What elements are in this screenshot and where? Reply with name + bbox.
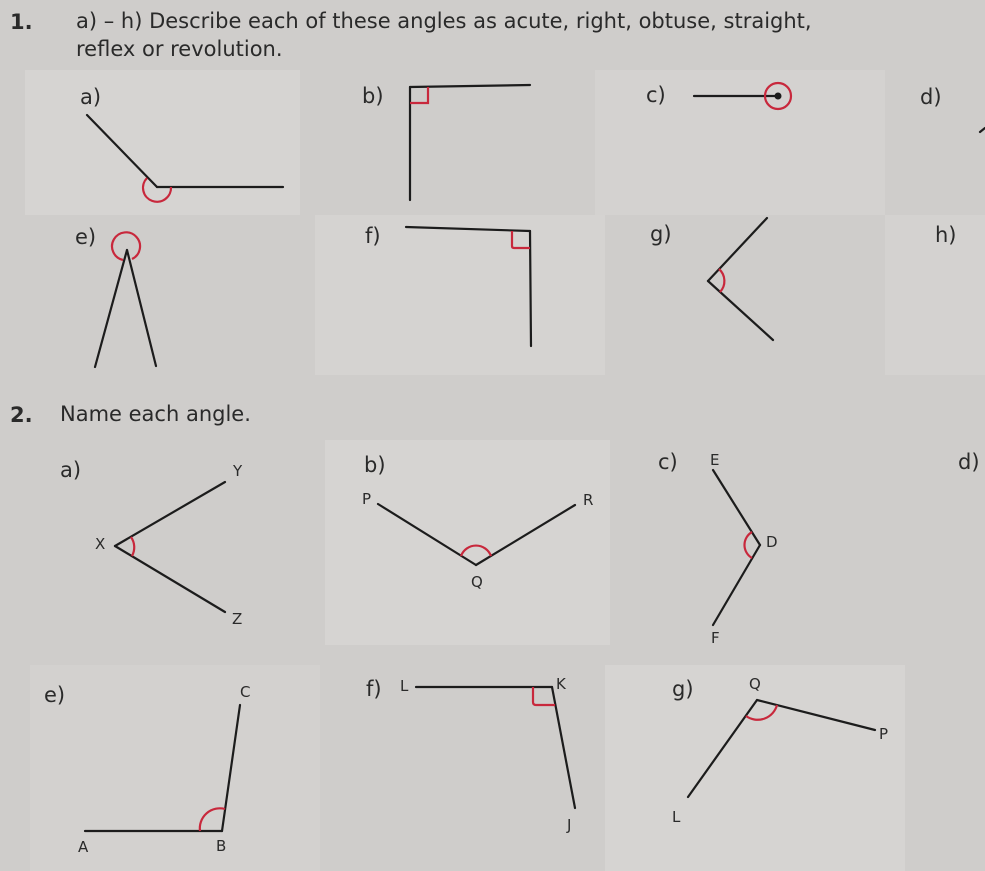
q2e-label-a: A bbox=[78, 838, 89, 856]
q2-part-d-label: d) bbox=[958, 450, 980, 474]
q1f-angle-diagram bbox=[406, 227, 531, 346]
q2b-label-r: R bbox=[583, 491, 594, 509]
q1g-angle-diagram bbox=[708, 218, 773, 340]
q2b-angle-diagram bbox=[378, 504, 575, 565]
q2c-label-e: E bbox=[710, 451, 720, 469]
q2-part-e-label: e) bbox=[44, 683, 66, 707]
q2b-label-q: Q bbox=[471, 573, 483, 591]
q2e-label-b: B bbox=[216, 837, 227, 855]
question-1-number: 1. bbox=[10, 10, 33, 34]
q1-part-g-label: g) bbox=[650, 222, 672, 246]
q1e-angle-diagram bbox=[95, 232, 156, 367]
q2f-label-j: J bbox=[567, 816, 572, 834]
q2a-label-z: Z bbox=[232, 610, 243, 628]
q1d-partial-line bbox=[980, 128, 985, 132]
q1b-angle-diagram bbox=[410, 85, 530, 200]
q2a-label-x: X bbox=[95, 535, 106, 553]
q2-part-b-label: b) bbox=[364, 453, 386, 477]
q1a-angle-diagram bbox=[87, 115, 283, 202]
q1-part-h-label: h) bbox=[935, 223, 957, 247]
q1-part-a-label: a) bbox=[80, 85, 102, 109]
q2e-angle-diagram bbox=[85, 705, 240, 831]
q2-part-g-label: g) bbox=[672, 677, 694, 701]
q2g-label-l: L bbox=[672, 808, 681, 826]
q2c-angle-diagram bbox=[713, 470, 760, 625]
q1-part-e-label: e) bbox=[75, 225, 97, 249]
q2a-angle-diagram bbox=[115, 482, 225, 612]
q2g-label-q: Q bbox=[749, 675, 761, 693]
q2b-label-p: P bbox=[362, 490, 372, 508]
question-1-text-line2: reflex or revolution. bbox=[76, 37, 283, 61]
q2c-label-d: D bbox=[766, 533, 778, 551]
q2-part-a-label: a) bbox=[60, 458, 82, 482]
q1-part-d-label: d) bbox=[920, 85, 942, 109]
q2g-angle-diagram bbox=[688, 700, 875, 797]
q1-part-c-label: c) bbox=[646, 83, 666, 107]
question-1-text-line1: a) – h) Describe each of these angles as acute, right, obtuse, straight, bbox=[76, 9, 812, 33]
q2-part-f-label: f) bbox=[366, 677, 382, 701]
q1-part-f-label: f) bbox=[365, 224, 381, 248]
q2f-label-l: L bbox=[400, 677, 409, 695]
q2c-label-f: F bbox=[711, 629, 720, 647]
q2f-angle-diagram bbox=[416, 687, 575, 808]
q2e-label-c: C bbox=[240, 683, 251, 701]
q2f-label-k: K bbox=[556, 675, 566, 693]
q2-part-c-label: c) bbox=[658, 450, 678, 474]
question-2-number: 2. bbox=[10, 403, 33, 427]
question-2-text: Name each angle. bbox=[60, 402, 251, 426]
q1-part-b-label: b) bbox=[362, 84, 384, 108]
q2g-label-p: P bbox=[879, 725, 889, 743]
q2a-label-y: Y bbox=[233, 462, 243, 480]
q1c-angle-diagram bbox=[694, 83, 791, 109]
